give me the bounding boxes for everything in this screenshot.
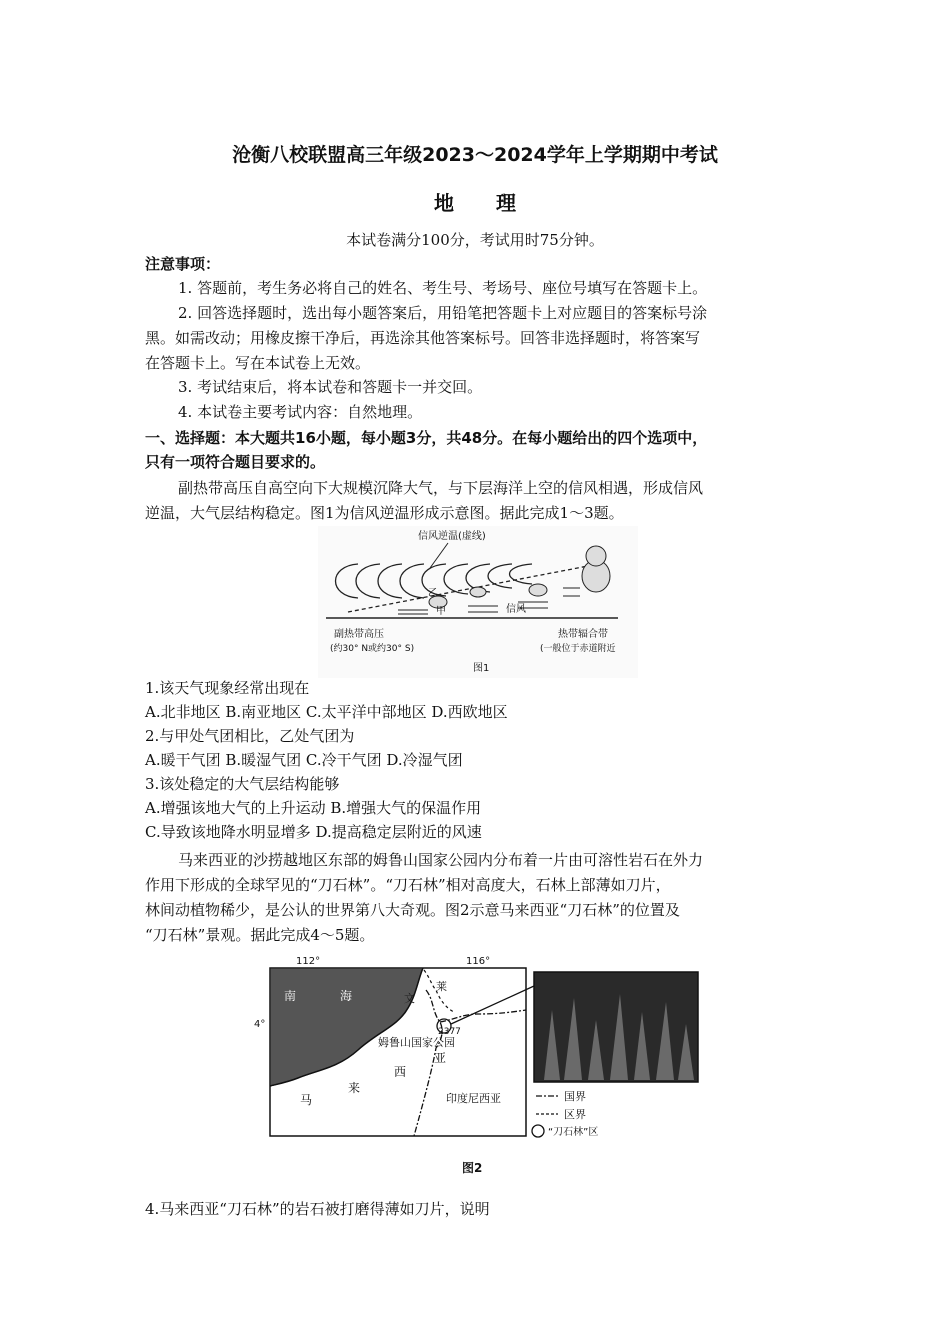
figure2-legend-border: 国界 [564, 1090, 586, 1103]
question-1: 1.该天气现象经常出现在 [145, 679, 310, 697]
figure1-left-label-1: 副热带高压 [334, 629, 384, 640]
section1-heading-cont: 只有一项符合题目要求的。 [145, 453, 326, 471]
passage2-line2: 作用下形成的全球罕见的“刀石林”。“刀石林”相对高度大，石林上部薄如刀片， [145, 876, 671, 894]
figure2-lai: 莱 [436, 980, 447, 993]
score-note: 本试卷满分100分，考试用时75分钟。 [346, 231, 604, 249]
figure2-wen: 文 [404, 992, 415, 1005]
figure2-peak: 2377 [438, 1027, 461, 1037]
notice-item-2-end: 在答题卡上。写在本试卷上无效。 [145, 354, 371, 372]
figure1-caption: 图1 [473, 663, 490, 674]
figure2-ma: 马 [300, 1093, 313, 1107]
figure1-right-label-2: (一般位于赤道附近 [540, 644, 616, 654]
figure1-trade-wind-inversion [318, 526, 638, 678]
notice-item-2-cont: 黑。如需改动；用橡皮擦干净后，再选涂其他答案标号。回答非选择题时，将答案写 [145, 329, 701, 347]
figure1-label-jia: 甲 [436, 606, 446, 617]
question-4: 4.马来西亚“刀石林”的岩石被打磨得薄如刀片，说明 [145, 1200, 490, 1218]
figure2-xi: 西 [394, 1065, 407, 1079]
figure2-indonesia: 印度尼西亚 [446, 1092, 501, 1105]
passage1-line1: 副热带高压自高空向下大规模沉降大气，与下层海洋上空的信风相遇，形成信风 [178, 479, 704, 497]
question-3-options-cd: C.导致该地降水明显增多 D.提高稳定层附近的风速 [145, 823, 482, 841]
figure2-knife-stone-forest-map [248, 950, 708, 1182]
figure2-caption: 图2 [462, 1161, 483, 1175]
notice-item-3: 3. 考试结束后，将本试卷和答题卡一并交回。 [178, 378, 483, 396]
figure2-ya: 亚 [434, 1051, 447, 1065]
subject-title: 地理 [434, 191, 558, 215]
figure1-top-label: 信风逆温(虚线) [418, 531, 486, 542]
section1-heading: 一、选择题：本大题共16小题，每小题3分，共48分。在每小题给出的四个选项中， [145, 429, 708, 447]
figure2-legend-forest: “刀石林”区 [548, 1127, 599, 1138]
passage1-line2: 逆温，大气层结构稳定。图1为信风逆温形成示意图。据此完成1～3题。 [145, 504, 624, 522]
question-2: 2.与甲处气团相比，乙处气团为 [145, 727, 355, 745]
figure1-left-label-2: (约30° N或约30° S) [330, 644, 415, 654]
figure2-sea-label-1: 南 [284, 989, 297, 1003]
figure1-label-yi: 乙 [428, 588, 438, 599]
question-2-options: A.暖干气团 B.暖湿气团 C.冷干气团 D.冷湿气团 [145, 751, 463, 769]
notice-item-2: 2. 回答选择题时，选出每小题答案后，用铅笔把答题卡上对应题目的答案标号涂 [178, 304, 708, 322]
passage2-line3: 林间动植物稀少，是公认的世界第八大奇观。图2示意马来西亚“刀石林”的位置及 [145, 901, 680, 919]
figure2-lai2: 来 [348, 1081, 361, 1095]
notice-item-4: 4. 本试卷主要考试内容：自然地理。 [178, 403, 423, 421]
figure2-park: 姆鲁山国家公园 [378, 1036, 455, 1049]
exam-title: 沧衡八校联盟高三年级2023～2024学年上学期期中考试 [232, 144, 718, 166]
figure2-lon-left: 112° [296, 956, 321, 967]
figure1-right-label-1: 热带辐合带 [558, 629, 608, 640]
notice-item-1: 1. 答题前，考生务必将自己的姓名、考生号、考场号、座位号填写在答题卡上。 [178, 279, 708, 297]
figure2-lon-right: 116° [466, 956, 491, 967]
question-3: 3.该处稳定的大气层结构能够 [145, 775, 340, 793]
figure2-sea-label-2: 海 [340, 989, 353, 1003]
figure1-label-wind: 信风 [506, 604, 526, 615]
question-1-options: A.北非地区 B.南亚地区 C.太平洋中部地区 D.西欧地区 [145, 703, 508, 721]
figure2-legend-region: 区界 [564, 1108, 586, 1121]
passage2-line1: 马来西亚的沙捞越地区东部的姆鲁山国家公园内分布着一片由可溶性岩石在外力 [178, 851, 704, 869]
figure2-lat: 4° [254, 1019, 266, 1030]
notice-heading: 注意事项： [145, 255, 221, 273]
question-3-options-ab: A.增强该地大气的上升运动 B.增强大气的保温作用 [145, 799, 482, 817]
passage2-line4: “刀石林”景观。据此完成4～5题。 [145, 926, 375, 944]
